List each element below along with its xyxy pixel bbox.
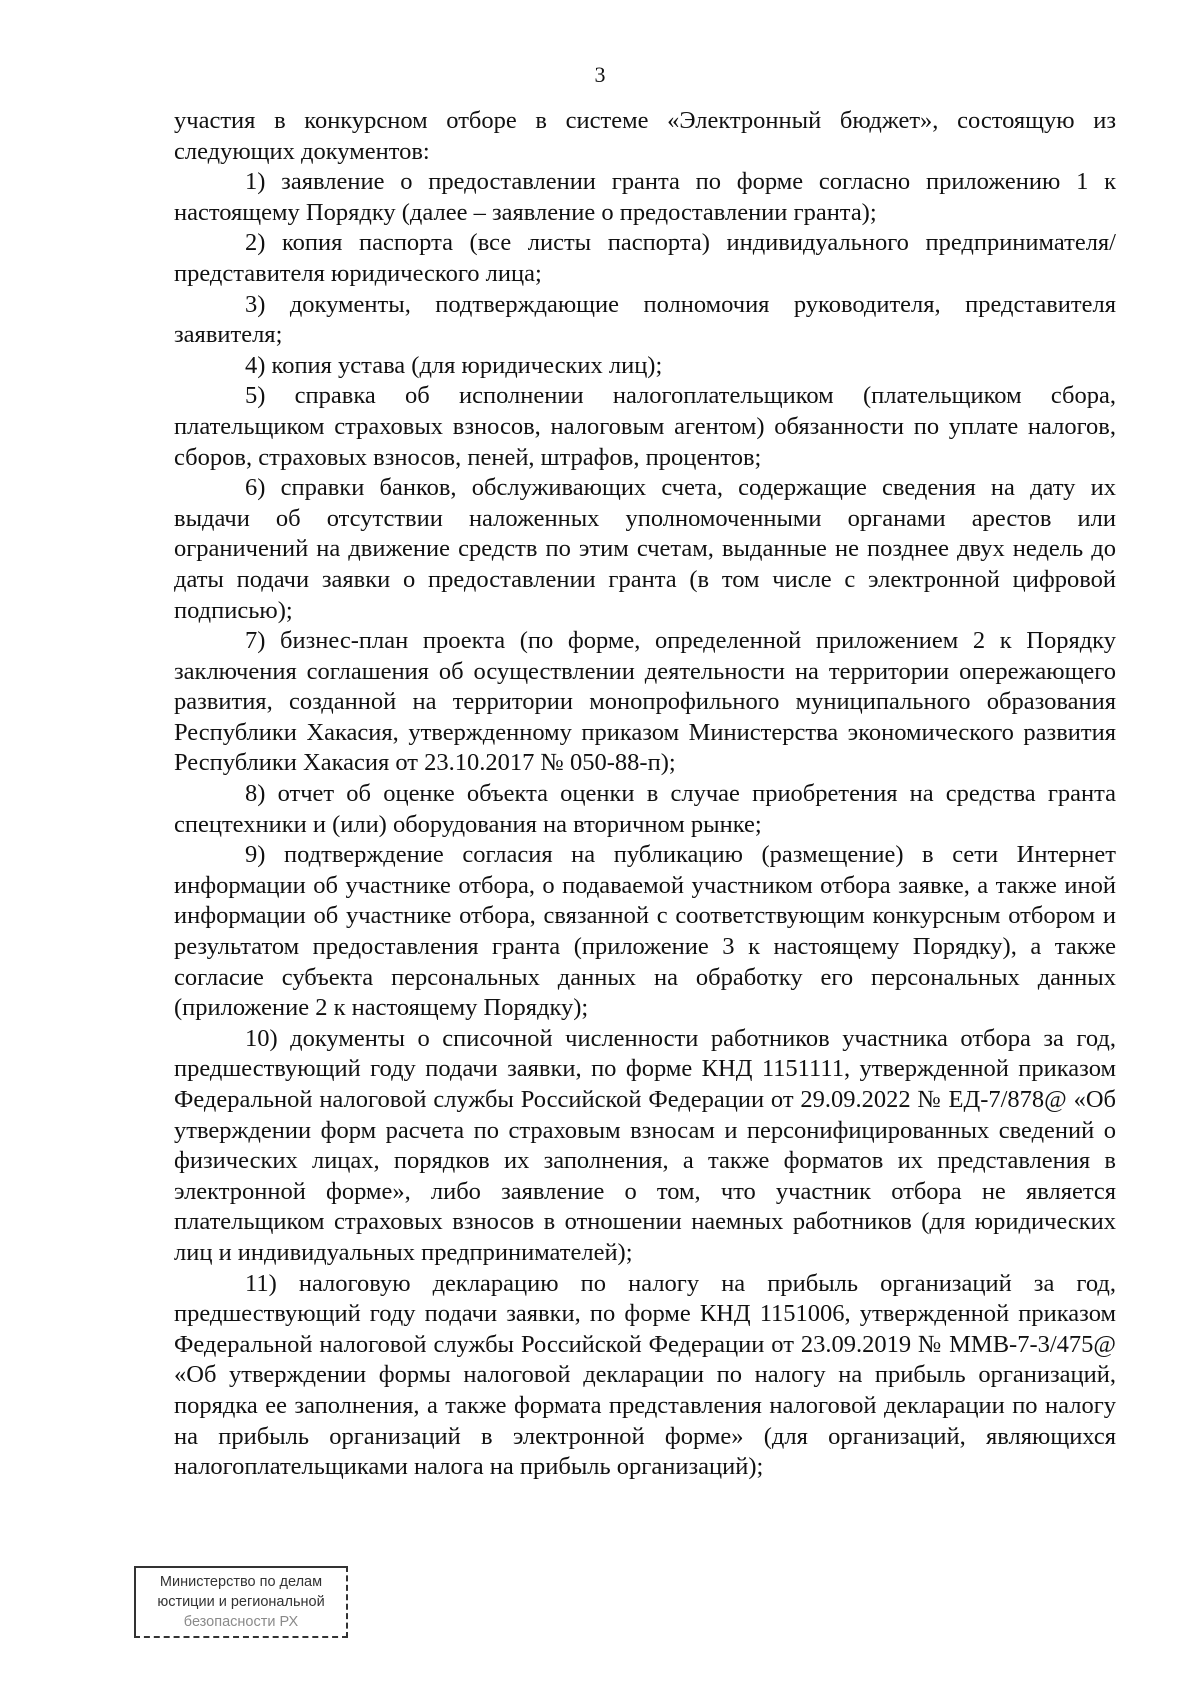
stamp-line-3: безопасности РХ (183, 1614, 299, 1630)
list-item-4: 4) копия устава (для юридических лиц); (245, 351, 663, 379)
stamp-line-1: Министерство по делам (159, 1574, 323, 1590)
list-item-3: 3) документы, подтверждающие полномочия руководителя, представителя заявителя; (174, 290, 1116, 349)
list-item-8: 8) отчет об оценке объекта оценки в случае приобретения на средства гранта спецтехники и (или) оборудования на вторичном рынке; (174, 780, 1116, 838)
document-body (174, 106, 1116, 1483)
page-number: 3 (594, 62, 606, 87)
list-item-2: 2) копия паспорта (все листы паспорта) индивидуального предпринимателя/представителя юридического лица; (174, 229, 1116, 287)
ministry-stamp (134, 1566, 348, 1638)
list-item-11: 11) налоговую декларацию по налогу на прибыль организаций за год, предшествующий году подачи заявки, по форме КНД 1151006, утвержденной приказом Федеральной налоговой службы Российской Федерации от 23.09.2019 № ММВ-7-3/475@ «Об утверждении формы налоговой декларации по налогу на прибыль организаций, порядка ее заполнения, а также формата представления налоговой декларации по налогу на прибыль организаций в электронной форме» (для организаций, являющихся налогоплательщиками налога на прибыль организаций); (174, 1269, 1116, 1481)
list-item-7: 7) бизнес-план проекта (по форме, определенной приложением 2 к Порядку заключения соглашения об осуществлении деятельности на территории опережающего развития, созданной на территории монопрофильного муниципального образования Республики Хакасия, утвержденному приказом Министерства экономического развития Республики Хакасия от 23.10.2017 № 050-88-п); (174, 627, 1116, 777)
stamp-line-2: юстиции и региональной (157, 1594, 325, 1610)
list-item-6: 6) справки банков, обслуживающих счета, содержащие сведения на дату их выдачи об отсутствии наложенных уполномоченными органами арестов или ограничений на движение средств по этим счетам, выданные не позднее двух недель до даты подачи заявки о предоставлении гранта (в том числе с электронной цифровой подписью); (174, 474, 1116, 624)
paragraph-intro: участия в конкурсном отборе в системе «Электронный бюджет», состоящую из следующих документов: (174, 107, 1116, 165)
list-item-1: 1) заявление о предоставлении гранта по форме согласно приложению 1 к настоящему Порядку (далее – заявление о предоставлении гранта); (174, 168, 1116, 226)
list-item-10: 10) документы о списочной численности работников участника отбора за год, предшествующий году подачи заявки, по форме КНД 1151111, утвержденной приказом Федеральной налоговой службы Российской Федерации от 29.09.2022 № ЕД-7/878@ «Об утверждении форм расчета по страховым взносам и персонифицированных сведений о физических лицах, порядков их заполнения, а также форматов их представления в электронной форме», либо заявление о том, что участник отбора не является плательщиком страховых взносов в отношении наемных работников (для юридических лиц и индивидуальных предпринимателей); (174, 1024, 1116, 1266)
list-item-9: 9) подтверждение согласия на публикацию (размещение) в сети Интернет информации об участнике отбора, о подаваемой участником отбора заявке, а также иной информации об участнике отбора, связанной с соответствующим конкурсным отбором и результатом предоставления гранта (приложение 3 к настоящему Порядку), а также согласие субъекта персональных данных на обработку его персональных данных (приложение 2 к настоящему Порядку); (174, 841, 1116, 1022)
list-item-5: 5) справка об исполнении налогоплательщиком (плательщиком сбора, плательщиком страховых взносов, налоговым агентом) обязанности по уплате налогов, сборов, страховых взносов, пеней, штрафов, процентов; (174, 382, 1116, 471)
